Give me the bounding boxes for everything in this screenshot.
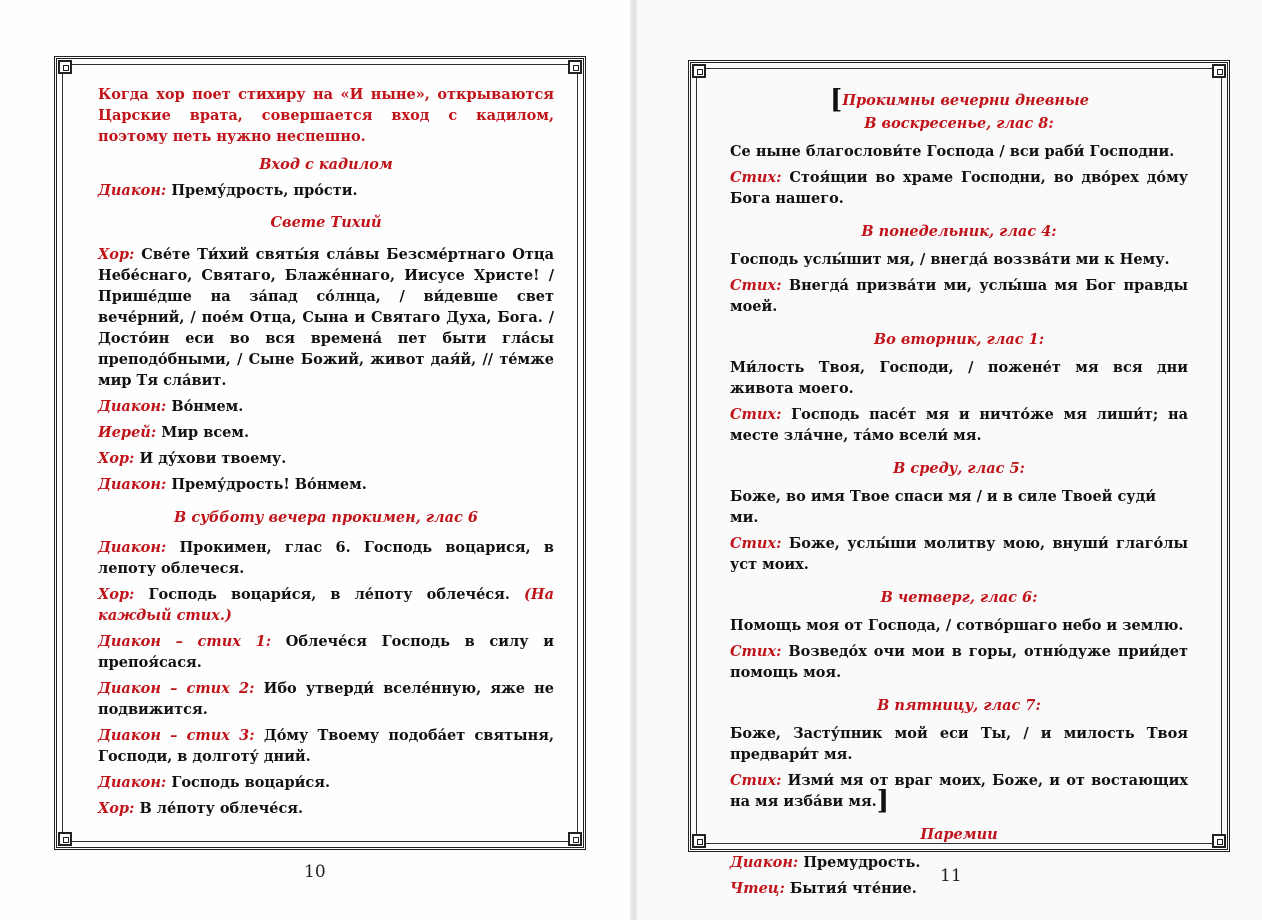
page-number-right: 11 [940,866,962,886]
verse-line: Диакон – стих 2: Ибо утверди́ вселе́нную, яже не подвижится. [98,680,554,718]
readings-heading: Паремии [920,826,998,843]
prokimen-text: Боже, Засту́пник мой еси Ты, / и милость Твоя предвари́т мя. [730,725,1188,763]
prokimen-text: Помощь моя от Господа, / сотво́ршаго небо и землю. [730,617,1184,634]
corner-ornament-icon [568,832,582,846]
book-gutter [630,0,638,920]
left-page-content [98,84,554,819]
deacon-line: Диакон: Прему́дрость, про́сти. [98,182,358,199]
deacon-line: Диакон: Во́нмем. [98,398,244,415]
entrance-heading: Вход с кадилом [259,156,393,173]
verse-line: Стих: Возведо́х очи мои в горы, отню́дуже прии́дет помощь моя. [730,643,1188,681]
corner-ornament-icon [692,834,706,848]
day-heading: Во вторник, глас 1: [873,331,1045,348]
corner-ornament-icon [58,60,72,74]
prokimen-text: Се ныне благослови́те Господа / вси раби́ Господни. [730,143,1175,160]
reader-line: Чтец: Бытия́ чте́ние. [730,880,917,897]
deacon-line: Диакон: Премудрость. [730,854,921,871]
deacon-line: Диакон: Прокимен, глас 6. Господь воцарися, в лепоту облечеся. [98,539,554,577]
verse-line: Стих: Боже, услы́ши молитву мою, внуши́ глаго́лы уст моих. [730,535,1188,573]
corner-ornament-icon [692,64,706,78]
section-heading: [Прокимны вечерни дневные [830,85,1089,115]
choir-line: Хор: Господь воцари́ся, в ле́поту облече́ся. (На каждый стих.) [98,586,554,624]
prokimen-text: Господь услы́шит мя, / внегда́ воззва́ти ми к Нему. [730,251,1170,268]
choir-line: Хор: И ду́хови твоему. [98,450,287,467]
prokimen-text: Ми́лость Твоя, Господи, / пожене́т мя вся дни живота моего. [730,359,1188,397]
right-page-content [730,85,1188,899]
corner-ornament-icon [1212,834,1226,848]
day-heading: В среду, глас 5: [893,460,1025,477]
prokimen-text: Боже, во имя Твое спаси мя / и в силе Твоей суди́ ми. [730,488,1157,526]
page-number-left: 10 [304,862,326,882]
verse-line: Стих: Стоя́щии во храме Господни, во дво́рех до́му Бога нашего. [730,169,1188,207]
priest-line: Иерей: Мир всем. [98,424,250,441]
deacon-line: Диакон: Прему́дрость! Во́нмем. [98,476,367,493]
day-heading: В воскресенье, глас 8: [864,115,1054,132]
choir-hymn: Хор: Све́те Ти́хий святы́я сла́вы Безсме́ртнаго Отца Небе́снаго, Святаго, Блаже́ннаго, Иисусе Христе! / Прише́дше на за́пад со́лнца, / ви́девше свет вече́рний, / пое́м Отца, Сына и Святаго Духа, Бога. / Досто́ин еси во вся времена́ пет быти гла́сы преподо́бными, / Сыне Божий, живот дая́й, // те́мже мир Тя сла́вит. [98,246,554,389]
day-heading: В пятницу, глас 7: [877,697,1041,714]
verse-line: Стих: Господь пасе́т мя и ничто́же мя лиши́т; на месте зла́чне, та́мо всели́ мя. [730,406,1188,444]
verse-line: Стих: Внегда́ призва́ти ми, услы́ша мя Бог правды моей. [730,277,1188,315]
corner-ornament-icon [58,832,72,846]
prokimen-heading: В субботу вечера прокимен, глас 6 [174,509,478,526]
day-heading: В понедельник, глас 4: [861,223,1057,240]
verse-line: Стих: Изми́ мя от враг моих, Боже, и от востающих на мя изба́ви мя.] [730,772,1188,816]
corner-ornament-icon [568,60,582,74]
hymn-heading: Свете Тихий [270,214,382,231]
verse-line: Диакон – стих 1: Облече́ся Господь в силу и препоя́сася. [98,633,554,671]
intro-rubric: Когда хор поет стихиру на «И ныне», открываются Царские врата, совершается вход с кадилом, поэтому петь нужно неспешно. [98,86,554,145]
verse-line: Диакон – стих 3: До́му Твоему подоба́ет святыня, Господи, в долготу́ дний. [98,727,554,765]
deacon-line: Диакон: Господь воцари́ся. [98,774,330,791]
day-heading: В четверг, глас 6: [880,589,1038,606]
choir-line: Хор: В ле́поту облече́ся. [98,800,304,817]
corner-ornament-icon [1212,64,1226,78]
